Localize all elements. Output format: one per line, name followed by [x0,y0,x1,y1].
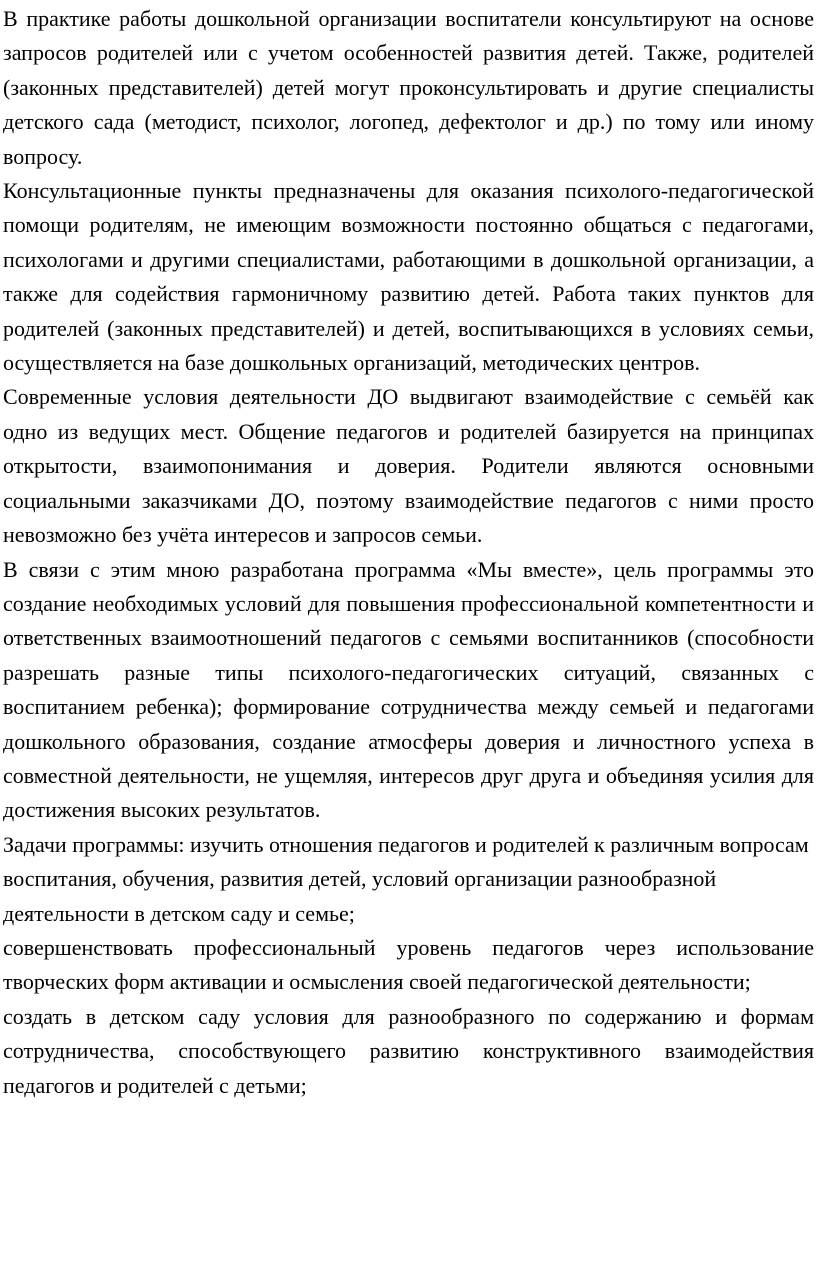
paragraph-consultations-intro: В практике работы дошкольной организации воспитатели консультируют на основе запросов родителей или с учетом особенностей развития детей. Также, родителей (законных представителей) детей могут проконсультировать и другие специалисты детского сада (методист, психолог, логопед, дефектолог и др.) по тому или иному вопросу. [3,6,814,169]
paragraph-program-tasks: Задачи программы: изучить отношения педагогов и родителей к различным вопросам воспитания, обучения, развития детей, условий организации разнообразной деятельности в детском саду и семье; [3,831,809,926]
paragraph-consultation-points: Консультационные пункты предназначены для оказания психолого-педагогической помощи родителям, не имеющим возможности постоянно общаться с педагогами, психологами и другими специалистами, работающими в дошкольной организации, а также для содействия гармоничному развитию детей. Работа таких пунктов для родителей (законных представителей) и детей, воспитывающихся в условиях семьи, осуществляется на базе дошкольных организаций, методических центров. [3,178,814,376]
paragraph-task-improve-skills: совершенствовать профессиональный уровень педагогов через использование творческих форм активации и осмысления своей педагогической деятельности; [3,934,814,995]
paragraph-modern-conditions: Современные условия деятельности ДО выдвигают взаимодействие с семьёй как одно из ведущих мест. Общение педагогов и родителей базируется на принципах открытости, взаимопонимания и доверия. Родители являются основными социальными заказчиками ДО, поэтому взаимодействие педагогов с ними просто невозможно без учёта интересов и запросов семьи. [3,384,814,548]
paragraph-task-create-conditions: создать в детском саду условия для разнообразного по содержанию и формам сотрудничества, способствующего развитию конструктивного взаимодействия педагогов и родителей с детьми; [3,1003,814,1098]
paragraph-program-goal: В связи с этим мною разработана программа «Мы вместе», цель программы это создание необходимых условий для повышения профессиональной компетентности и ответственных взаимоотношений педагогов с семьями воспитанников (способности разрешать разные типы психолого-педагогических ситуаций, связанных с воспитанием ребенка); формирование сотрудничества между семьей и педагогами дошкольного образования, создание атмосферы доверия и личностного успеха в совместной деятельности, не ущемляя, интересов друг друга и объединяя усилия для достижения высоких результатов. [3,556,814,823]
